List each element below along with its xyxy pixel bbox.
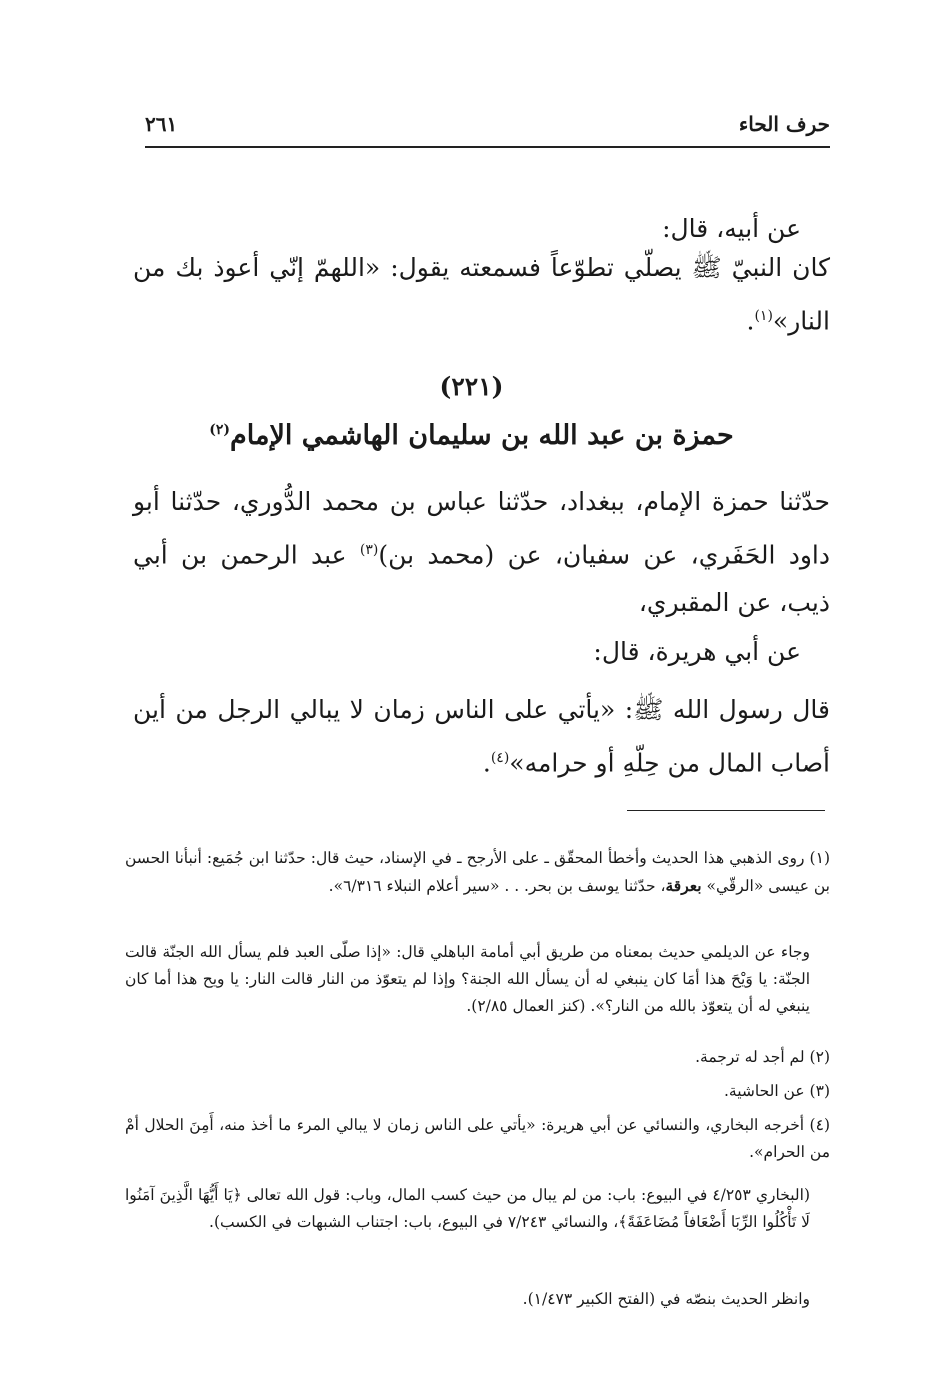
prev-entry-hadith: كان النبيّ ﷺ يصلّي تطوّعاً فسمعته يقول: «اللهمّ إنّي أعوذ بك من النار»$^{(١)}$. bbox=[133, 253, 830, 336]
footnote-ref: (١) bbox=[754, 308, 773, 324]
footnote-3: (٣) عن الحاشية. bbox=[723, 1082, 830, 1100]
prev-entry-narrator: عن أبيه، قال: bbox=[662, 214, 801, 243]
footnote-ref: (٤) bbox=[490, 750, 510, 766]
hadith-text: قال رسول الله ﷺ: «يأتي على الناس زمان لا يبالي الرجل من أين أصاب المال من حِلّهِ أو حرامه»$^{(٤)}$. bbox=[133, 695, 830, 778]
entry-title: حمزة بن عبد الله بن سليمان الهاشمي الإمام$^{(٢)}$ bbox=[209, 420, 734, 451]
isnad-paragraph: حدّثنا حمزة الإمام، ببغداد، حدّثنا عباس بن محمد الدُّوري، حدّثنا أبو داود الحَفَري، عن سفيان، عن (محمد بن)$^{(٣)}$ عبد الرحمن بن أبي ذيب، عن المقبري، bbox=[133, 487, 831, 618]
footnote-ref: (٢) bbox=[209, 422, 231, 438]
chapter-title: حرف الحاء bbox=[738, 112, 830, 136]
footnote-4: (٤) أخرجه البخاري، والنسائي عن أبي هريرة: «يأتي على الناس زمان لا يبالي المرء ما أخذ منه، أَمِنَ الحلال أمْ من الحرام». bbox=[125, 1116, 830, 1161]
header-rule bbox=[145, 146, 830, 148]
footnote-separator bbox=[627, 810, 825, 811]
footnote-ref: (٣) bbox=[359, 542, 379, 558]
footnote-4-see-also: وانظر الحديث بنصّه في (الفتح الكبير ١/٤٧٣). bbox=[522, 1290, 810, 1308]
narrator-line: عن أبي هريرة، قال: bbox=[593, 637, 801, 666]
footnote-4-continuation: (البخاري ٤/٢٥٣ في البيوع: باب: من لم يبال من حيث كسب المال، وباب: قول الله تعالى ﴿يَا أَيُّهَا الَّذِينَ آمَنُوا لَا تَأْكُلُوا الرِّبَا أَضْعَافاً مُضَاعَفَةً﴾، والنسائي ٧/٢٤٣ في البيوع، باب: اجتناب الشبهات في الكسب). bbox=[125, 1186, 811, 1231]
running-header bbox=[145, 112, 830, 146]
page-number: ٢٦١ bbox=[145, 112, 178, 136]
entry-number: (٢٢١) bbox=[439, 372, 504, 401]
footnote-1-continuation: وجاء عن الديلمي حديث بمعناه من طريق أبي أمامة الباهلي قال: «إذا صلّى العبد فلم يسأل الله الجنّة قالت الجنّة: يا وَيْحَ هذا أمَا كان ينبغي له أن يسأل الله الجنة؟ وإذا لم يتعوّذ من النار قالت النار: يا ويح هذا أما كان ينبغي له أن يتعوّذ بالله من النار؟». (كنز العمال ٢/٨٥). bbox=[125, 943, 810, 1015]
footnote-1: (١) روى الذهبي هذا الحديث وأخطأ المحقّق ـ على الأرجح ـ في الإسناد، حيث قال: حدّثنا ابن جُمَيع: أنبأنا الحسن بن عيسى «الرقّي» بعرقة، حدّثنا يوسف بن بحر. . . «سير أعلام النبلاء ٦/٣١٦». bbox=[125, 849, 830, 895]
footnote-2: (٢) لم أجد له ترجمة. bbox=[695, 1048, 830, 1066]
